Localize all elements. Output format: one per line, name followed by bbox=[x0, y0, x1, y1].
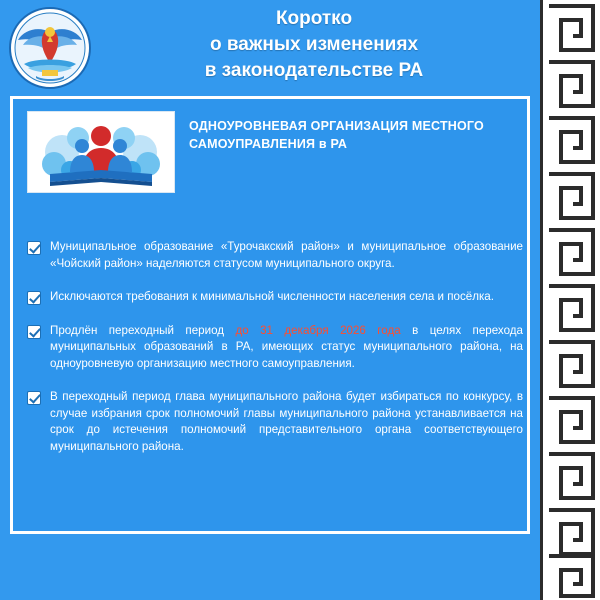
list-item-text-before: Исключаются требования к минимальной численности населения села и посёлка. bbox=[50, 290, 494, 303]
local-government-logo bbox=[27, 111, 175, 193]
list-item-text bbox=[50, 289, 523, 306]
page-title-line-1: Коротко bbox=[275, 8, 353, 29]
list-item bbox=[27, 289, 523, 306]
panel-heading bbox=[189, 117, 519, 153]
list-item-text bbox=[50, 389, 523, 455]
page-title bbox=[96, 6, 532, 84]
checkbox-icon bbox=[27, 325, 41, 339]
list-item-text bbox=[50, 239, 523, 272]
panel-heading-line-2: САМОУПРАВЛЕНИЯ в РА bbox=[189, 137, 348, 151]
list-item-text-before: В переходный период глава муниципального района будет избираться по конкурсу, в случае избрания срок полномочий главы муниципального района устанавливается на срок до истечения полномочий представительного органа соответствующего муниципального района. bbox=[50, 390, 523, 453]
list-item-highlight: до 31 декабря 2026 года bbox=[235, 323, 401, 337]
checkbox-icon bbox=[27, 241, 41, 255]
page-title-line-2: о важных изменениях bbox=[209, 34, 419, 55]
bullet-list bbox=[27, 239, 523, 472]
list-item-text-after: в целях перехода муниципальных образований в РА, имеющих статус муниципального района, на одноуровневую организацию местного самоуправления. bbox=[50, 323, 523, 370]
panel-header bbox=[13, 99, 527, 195]
checkbox-icon bbox=[27, 291, 41, 305]
list-item-text-before: Продлён переходный период bbox=[50, 323, 236, 337]
header bbox=[0, 0, 540, 92]
coat-of-arms-icon bbox=[8, 6, 92, 90]
checkbox-icon bbox=[27, 391, 41, 405]
panel-heading-line-1: ОДНОУРОВНЕВАЯ ОРГАНИЗАЦИЯ МЕСТНОГО bbox=[189, 119, 484, 133]
list-item-text-before: Муниципальное образование «Турочакский район» и муниципальное образование «Чойский район» наделяются статусом муниципального округа. bbox=[50, 240, 523, 270]
list-item bbox=[27, 323, 523, 373]
greek-key-pattern-icon bbox=[543, 0, 600, 600]
footer-spacer bbox=[0, 534, 540, 600]
list-item-text bbox=[50, 323, 523, 373]
page-title-line-3: в законодательстве РА bbox=[204, 60, 424, 81]
content-panel bbox=[10, 96, 530, 534]
list-item bbox=[27, 239, 523, 272]
decorative-border-strip bbox=[540, 0, 600, 600]
list-item bbox=[27, 389, 523, 455]
